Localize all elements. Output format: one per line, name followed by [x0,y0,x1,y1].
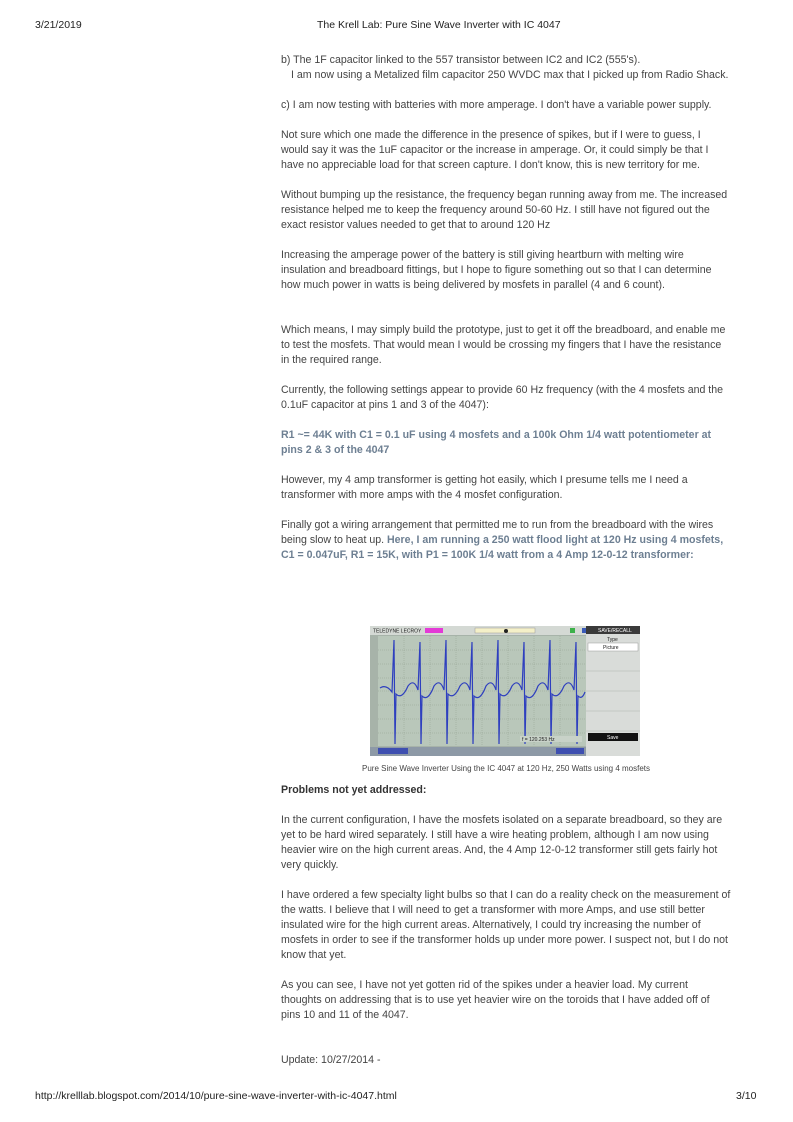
paragraph-wiring-highlight: Here, I am running a 250 watt flood light at 120 Hz using 4 mosfets, C1 = 0.047uF, R1 = 15K, with P1 = 100K 1/4 watt from a 4 Amp 12-0-12 transformer: [281,534,724,561]
scope-freq-readout: f = 120.253 Hz [522,736,555,743]
paragraph-r1-settings: R1 ~= 44K with C1 = 0.1 uF using 4 mosfets and a 100k Ohm 1/4 watt potentiometer at pins 2 & 3 of the 4047 [281,429,712,456]
paragraph-settings: Currently, the following settings appear to provide 60 Hz frequency (with the 4 mosfets and the 0.1uF capacitor at pins 1 and 3 of the 4047): [281,384,724,411]
oscilloscope-image [370,626,640,756]
scope-menu-header: SAVE/RECALL [598,628,632,634]
paragraph-resistance: Without bumping up the resistance, the frequency began running away from me. The increased resistance helped me to keep the frequency around 50-60 Hz. I still have not figured out the exact resistor values needed to get that to around 120 Hz [281,189,728,231]
paragraph-wiring-text: Finally got a wiring arrangement that permitted me to run from the breadboard with the wires being slow to heat up. [281,519,714,546]
paragraph-transformer: However, my 4 amp transformer is getting hot easily, which I presume tells me I need a transformer with more amps with the 4 mosfet configuration. [281,474,688,501]
scope-menu-type: Type [607,637,618,643]
print-date: 3/21/2019 [35,19,82,31]
paragraph-b [281,53,731,83]
problems-heading: Problems not yet addressed: [281,784,427,796]
paragraph-wiring [281,518,731,563]
paragraph-problems-3: As you can see, I have not yet gotten rid of the spikes under a heavier load. My current thoughts on addressing that is to use yet heavier wire on the toroids that I have added off of pins 10 and 11 of the 4047. [281,979,710,1021]
figure-caption: Pure Sine Wave Inverter Using the IC 4047 at 120 Hz, 250 Watts using 4 mosfets [362,764,650,773]
article-body [281,53,731,578]
scope-menu-picture: Picture [603,645,619,651]
scope-menu-save: Save [607,735,619,741]
article-body-lower [281,783,731,1083]
page-number: 3/10 [736,1090,757,1102]
print-url[interactable]: http://krelllab.blogspot.com/2014/10/pure-sine-wave-inverter-with-ic-4047.html [35,1090,397,1102]
update-line: Update: 10/27/2014 - [281,1054,381,1066]
scope-brand: TELEDYNE LECROY [373,628,422,635]
oscilloscope-screen [370,626,640,756]
paragraph-c: c) I am now testing with batteries with more amperage. I don't have a variable power supply. [281,99,712,111]
paragraph-spikes: Not sure which one made the difference in the presence of spikes, but if I were to guess, I would say it was the 1uF capacitor or the increase in amperage. Or, it could simply be that I have no appreciable load for that screen capture. I don't know, this is new territory for me. [281,129,709,171]
print-title: The Krell Lab: Pure Sine Wave Inverter with IC 4047 [317,19,561,31]
paragraph-prototype: Which means, I may simply build the prototype, just to get it off the breadboard, and enable me to test the mosfets. That would mean I would be crossing my fingers that I have the resistance in the required range. [281,324,726,366]
paragraph-problems-2: I have ordered a few specialty light bulbs so that I can do a reality check on the measurement of the watts. I believe that I will need to get a transformer with more Amps, and use still better insulated wire for the high current areas. Alternatively, I could try increasing the number of mosfets in order to see if the transformer holds up under more power. I suspect not, but I do not know that yet. [281,889,731,961]
paragraph-b-line2: I am now using a Metalized film capacitor 250 WVDC max that I picked up from Radio Shack. [291,69,729,81]
paragraph-amperage: Increasing the amperage power of the battery is still giving heartburn with melting wire insulation and breadboard fittings, but I hope to figure something out so that I can determine how much power in watts is being delivered by mosfets in parallel (4 and 6 count). [281,249,712,291]
paragraph-b-line1: b) The 1F capacitor linked to the 557 transistor between IC2 and IC2 (555's). [281,54,641,66]
paragraph-problems-1: In the current configuration, I have the mosfets isolated on a separate breadboard, so they are yet to be hard wired separately. I still have a wire heating problem, although I am now using heavier wire on the high current areas. And, the 4 Amp 12-0-12 transformer still gets fairly hot very quickly. [281,814,723,871]
